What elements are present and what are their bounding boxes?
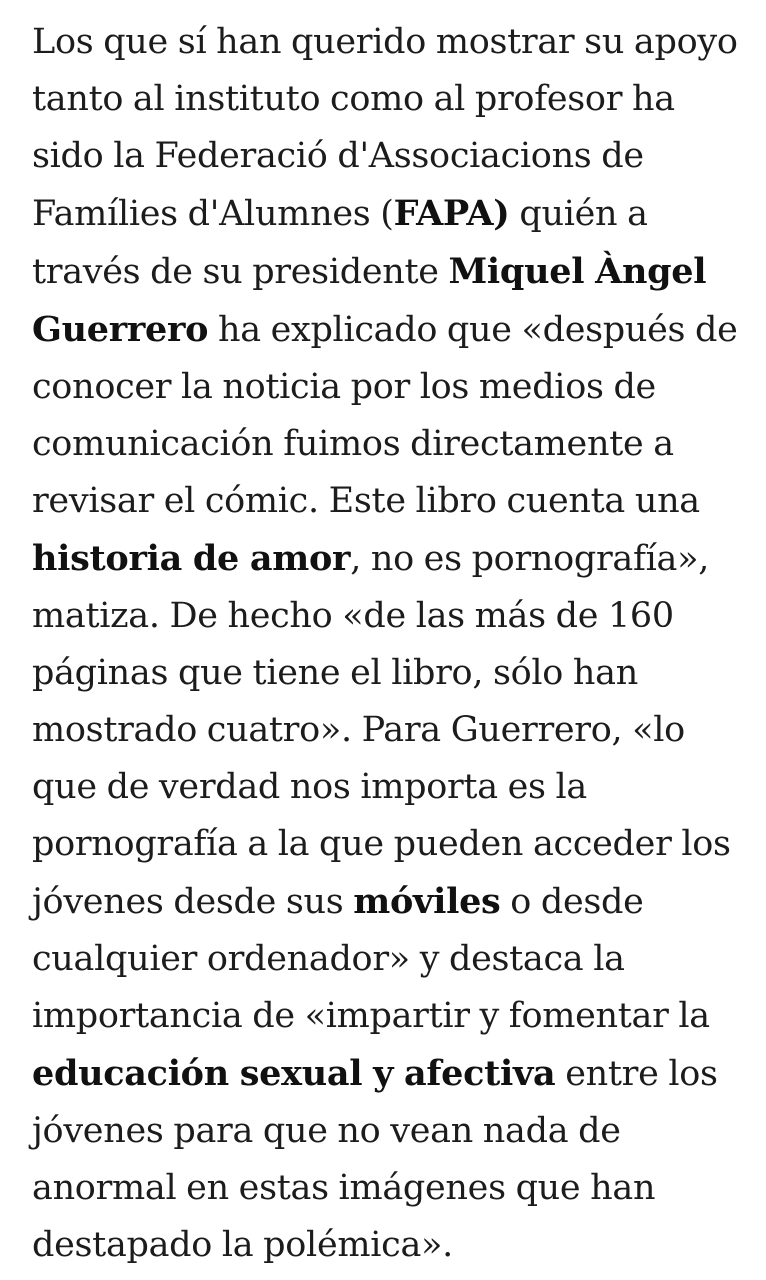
bold-text: educación sexual y afectiva <box>32 1053 556 1094</box>
text-segment: anormal en estas imágenes que han <box>32 1168 656 1208</box>
text-line <box>32 1045 752 1103</box>
text-segment: mostrado cuatro». Para Guerrero, «lo <box>32 710 685 750</box>
bold-text: FAPA) <box>393 193 510 234</box>
text-line <box>32 243 752 301</box>
bold-text: Miquel Àngel <box>448 251 707 292</box>
text-line <box>32 702 752 759</box>
text-segment: destapado la polémica». <box>32 1225 453 1265</box>
text-segment: revisar el cómic. Este libro cuenta una <box>32 481 700 521</box>
text-segment: entre los <box>555 1054 718 1094</box>
text-line <box>32 473 752 530</box>
text-segment: Famílies d'Alumnes ( <box>32 194 394 234</box>
text-line <box>32 873 752 931</box>
text-line <box>32 14 752 71</box>
text-line <box>32 185 752 243</box>
text-line <box>32 1160 752 1217</box>
text-segment: cualquier ordenador» y destaca la <box>32 939 625 979</box>
text-segment: jóvenes para que no vean nada de <box>32 1111 621 1151</box>
text-line <box>32 416 752 473</box>
text-line <box>32 1103 752 1160</box>
text-line <box>32 1217 752 1274</box>
text-line <box>32 588 752 645</box>
text-segment: jóvenes desde sus <box>32 882 354 922</box>
bold-text: móviles <box>353 881 501 922</box>
text-segment: páginas que tiene el libro, sólo han <box>32 653 638 693</box>
text-segment: o desde <box>500 882 644 922</box>
bold-text: Guerrero <box>32 309 209 350</box>
text-segment: sido la Federació d'Associacions de <box>32 136 644 176</box>
text-segment: conocer la noticia por los medios de <box>32 367 656 407</box>
text-line <box>32 530 752 588</box>
text-line <box>32 759 752 816</box>
text-line <box>32 301 752 359</box>
text-line <box>32 645 752 702</box>
text-segment: matiza. De hecho «de las más de 160 <box>32 596 674 636</box>
text-segment: , no es pornografía», <box>350 539 710 579</box>
bold-text: historia de amor <box>32 538 351 579</box>
text-line <box>32 128 752 185</box>
text-line <box>32 931 752 988</box>
text-segment: pornografía a la que pueden acceder los <box>32 824 731 864</box>
text-segment: importancia de «impartir y fomentar la <box>32 996 710 1036</box>
text-segment: tanto al instituto como al profesor ha <box>32 79 675 119</box>
text-segment: Los que sí han querido mostrar su apoyo <box>32 22 738 62</box>
text-line <box>32 816 752 873</box>
article-paragraph <box>32 14 752 1274</box>
text-segment: quién a <box>509 194 648 234</box>
text-segment: comunicación fuimos directamente a <box>32 424 674 464</box>
text-line <box>32 71 752 128</box>
text-segment: que de verdad nos importa es la <box>32 767 587 807</box>
text-segment: ha explicado que «después de <box>208 310 738 350</box>
text-line <box>32 988 752 1045</box>
text-line <box>32 359 752 416</box>
text-segment: través de su presidente <box>32 252 449 292</box>
